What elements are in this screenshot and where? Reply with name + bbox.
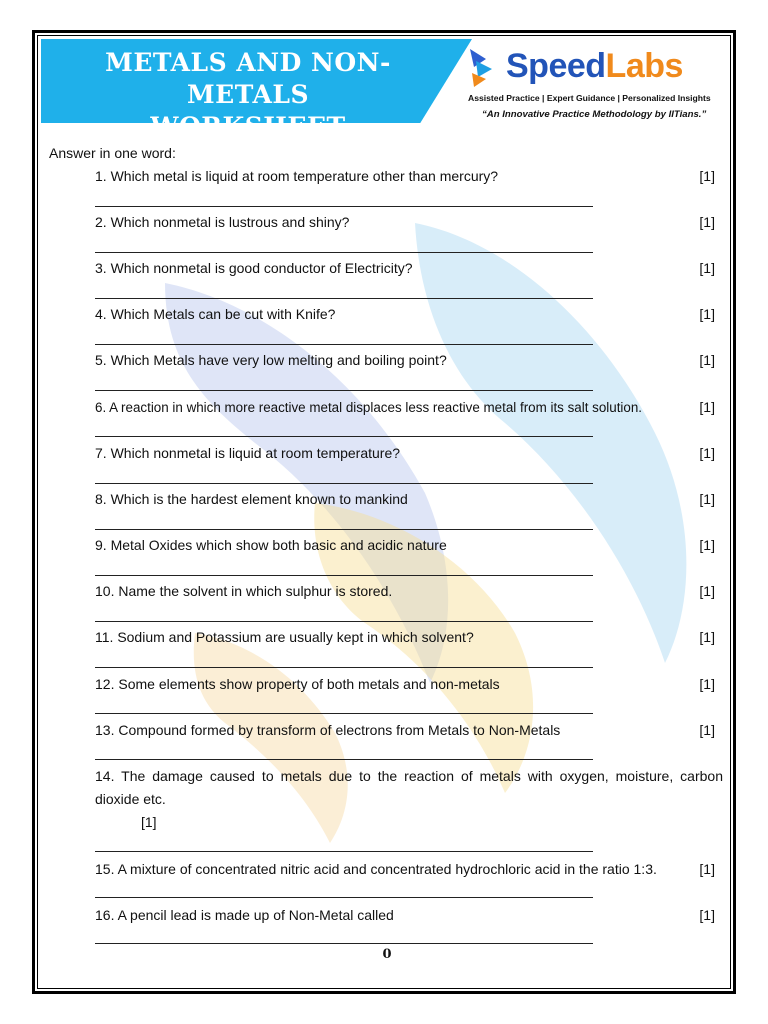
question-item xyxy=(95,673,723,696)
question-item xyxy=(95,626,723,649)
question-text: 11. Sodium and Potassium are usually kept in which solvent? xyxy=(95,629,474,645)
answer-line[interactable] xyxy=(95,713,593,714)
question-item xyxy=(95,534,723,557)
question-mark: [1] xyxy=(699,214,715,230)
brand-tagline: Assisted Practice | Expert Guidance | Personalized Insights xyxy=(468,93,711,103)
question-mark: [1] xyxy=(699,352,715,368)
answer-line[interactable] xyxy=(95,575,593,576)
title-line-1: METALS AND NON-METALS xyxy=(105,48,391,109)
brand-name xyxy=(506,46,683,86)
brand-quote: “An Innovative Practice Methodology by IITians.” xyxy=(482,109,707,120)
answer-line[interactable] xyxy=(95,851,593,852)
question-mark: [1] xyxy=(141,814,157,830)
answer-line[interactable] xyxy=(95,759,593,760)
question-text: 16. A pencil lead is made up of Non-Metal called xyxy=(95,907,394,923)
question-mark: [1] xyxy=(699,907,715,923)
question-mark: [1] xyxy=(699,306,715,322)
question-mark: [1] xyxy=(699,491,715,507)
question-item xyxy=(95,303,723,326)
question-item xyxy=(95,904,723,927)
question-text: 6. A reaction in which more reactive metal displaces less reactive metal from its salt solution. xyxy=(95,400,643,415)
question-item xyxy=(95,211,723,234)
answer-line[interactable] xyxy=(95,298,593,299)
answer-line[interactable] xyxy=(95,621,593,622)
question-mark: [1] xyxy=(699,629,715,645)
question-mark: [1] xyxy=(699,583,715,599)
question-text: 1. Which metal is liquid at room temperature other than mercury? xyxy=(95,168,499,184)
brand-name-speed: Speed xyxy=(506,47,606,85)
question-item xyxy=(95,488,723,511)
question-text: 2. Which nonmetal is lustrous and shiny? xyxy=(95,214,350,230)
question-item xyxy=(95,765,723,834)
question-item xyxy=(95,165,723,188)
question-item xyxy=(95,396,723,419)
answer-line[interactable] xyxy=(95,529,593,530)
question-mark: [1] xyxy=(699,537,715,553)
answer-line[interactable] xyxy=(95,897,593,898)
speedlabs-brand xyxy=(462,43,732,123)
question-item xyxy=(95,257,723,280)
page-number: 0 xyxy=(382,947,392,962)
question-mark: [1] xyxy=(699,861,715,877)
question-mark: [1] xyxy=(699,445,715,461)
answer-line[interactable] xyxy=(95,436,593,437)
question-mark: [1] xyxy=(699,676,715,692)
worksheet-page xyxy=(32,30,736,994)
question-text: 9. Metal Oxides which show both basic and acidic nature xyxy=(95,537,447,553)
title-line-2: WORKSHEET xyxy=(150,112,346,141)
question-mark: [1] xyxy=(699,260,715,276)
question-text: 3. Which nonmetal is good conductor of Electricity? xyxy=(95,260,413,276)
question-item xyxy=(95,719,723,742)
answer-line[interactable] xyxy=(95,483,593,484)
question-text: 10. Name the solvent in which sulphur is stored. xyxy=(95,583,393,599)
question-item xyxy=(95,349,723,372)
answer-line[interactable] xyxy=(95,943,593,944)
question-mark: [1] xyxy=(699,168,715,184)
question-text: 8. Which is the hardest element known to mankind xyxy=(95,491,408,507)
question-mark: [1] xyxy=(699,399,715,415)
answer-line[interactable] xyxy=(95,390,593,391)
question-text: 13. Compound formed by transform of electrons from Metals to Non-Metals xyxy=(95,722,561,738)
question-mark: [1] xyxy=(699,722,715,738)
instruction-text: Answer in one word: xyxy=(49,145,176,161)
speedlabs-chevron-logo-icon xyxy=(466,47,502,89)
brand-name-labs: Labs xyxy=(605,47,683,85)
question-item xyxy=(95,580,723,603)
answer-line[interactable] xyxy=(95,344,593,345)
question-text: 14. The damage caused to metals due to the reaction of metals with oxygen, moisture, carbon dioxide etc. xyxy=(95,768,723,807)
answer-line[interactable] xyxy=(95,252,593,253)
worksheet-title xyxy=(53,47,443,143)
answer-line[interactable] xyxy=(95,667,593,668)
question-text: 12. Some elements show property of both metals and non-metals xyxy=(95,676,500,692)
answer-line[interactable] xyxy=(95,206,593,207)
question-item xyxy=(95,858,723,881)
question-text: 7. Which nonmetal is liquid at room temperature? xyxy=(95,445,401,461)
question-text: 15. A mixture of concentrated nitric acid and concentrated hydrochloric acid in the ratio 1:3. xyxy=(95,861,657,877)
question-text: 4. Which Metals can be cut with Knife? xyxy=(95,306,336,322)
question-text: 5. Which Metals have very low melting and boiling point? xyxy=(95,352,447,368)
question-item xyxy=(95,442,723,465)
